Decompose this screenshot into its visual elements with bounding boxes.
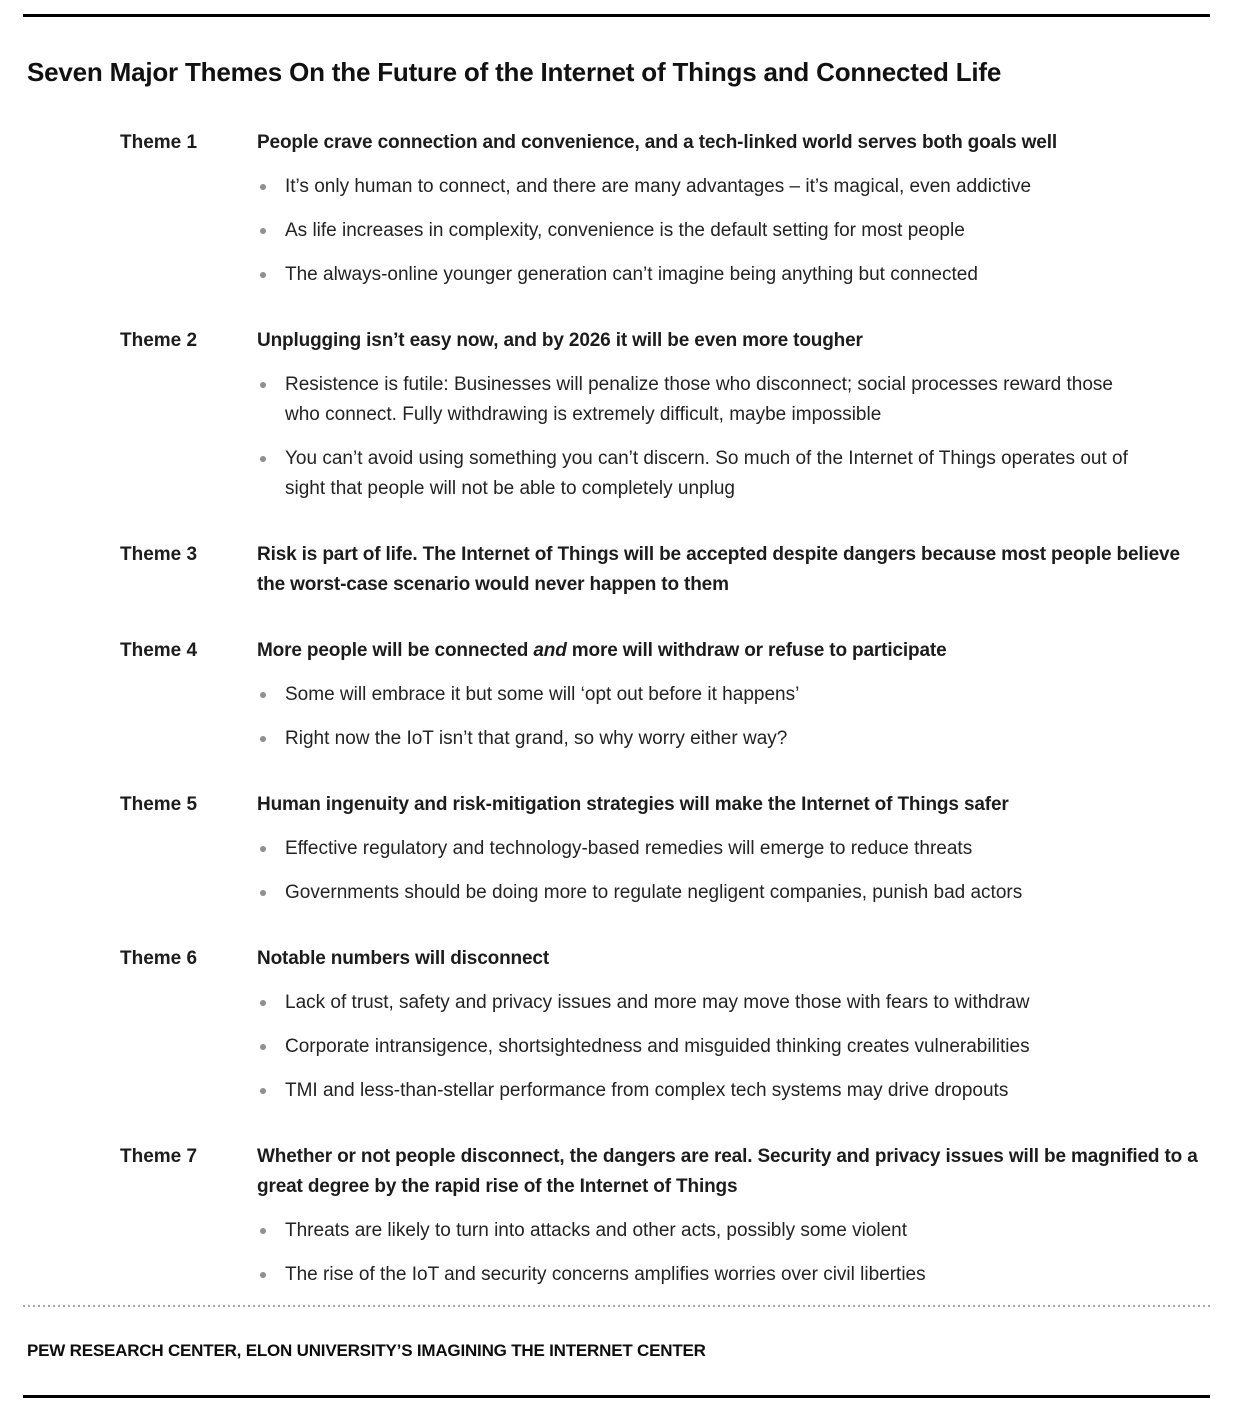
bullet-dot-icon: [260, 890, 266, 896]
theme-content: [257, 944, 1210, 1106]
theme-label: Theme 6: [120, 948, 198, 969]
bullet-text: Corporate intransigence, shortsightedness and misguided thinking creates vulnerabilities: [285, 1036, 1030, 1057]
theme-content: [257, 540, 1210, 600]
theme-bullets: [257, 1216, 1210, 1290]
theme-label: Theme 1: [120, 132, 198, 153]
theme-bullets: [257, 988, 1210, 1106]
bullet-text: Lack of trust, safety and privacy issues and more may move those with fears to withdraw: [285, 992, 1030, 1013]
theme-content: [257, 128, 1210, 290]
theme-heading-segment: More people will be connected: [257, 640, 534, 661]
theme-heading: [257, 1142, 1210, 1202]
bullet-dot-icon: [260, 736, 266, 742]
page-title: Seven Major Themes On the Future of the Internet of Things and Connected Life: [27, 57, 1002, 87]
theme-heading: [257, 128, 1210, 158]
theme-row: [120, 326, 1210, 504]
theme-heading-segment: more will withdraw or refuse to participate: [566, 640, 947, 661]
theme-content: [257, 1142, 1210, 1290]
bullet-dot-icon: [260, 184, 266, 190]
theme-row: [120, 540, 1210, 600]
bullet-item: [257, 172, 1137, 202]
theme-content: [257, 790, 1210, 908]
theme-content: [257, 636, 1210, 754]
theme-heading: [257, 636, 1210, 666]
theme-label: Theme 3: [120, 544, 198, 565]
theme-bullets: [257, 370, 1210, 504]
footer-source: PEW RESEARCH CENTER, ELON UNIVERSITY’S IMAGINING THE INTERNET CENTER: [27, 1341, 706, 1360]
theme-heading-segment: Notable numbers will disconnect: [257, 948, 550, 969]
bullet-dot-icon: [260, 382, 266, 388]
bullet-text: Effective regulatory and technology-based remedies will emerge to reduce threats: [285, 838, 973, 859]
bullet-text: TMI and less-than-stellar performance from complex tech systems may drive dropouts: [285, 1080, 1009, 1101]
bullet-item: [257, 370, 1137, 430]
bullet-text: As life increases in complexity, convenience is the default setting for most people: [285, 220, 965, 241]
bullet-text: The always-online younger generation can’t imagine being anything but connected: [285, 264, 978, 285]
theme-label: Theme 2: [120, 330, 198, 351]
bullet-item: [257, 1216, 1137, 1246]
theme-row: [120, 128, 1210, 290]
theme-label: Theme 7: [120, 1146, 198, 1167]
bullet-dot-icon: [260, 228, 266, 234]
bottom-rule: [23, 1395, 1210, 1398]
theme-row: [120, 790, 1210, 908]
bullet-dot-icon: [260, 1272, 266, 1278]
bullet-item: [257, 1032, 1137, 1062]
top-rule: [23, 14, 1210, 17]
theme-row: [120, 944, 1210, 1106]
bullet-dot-icon: [260, 692, 266, 698]
theme-heading-segment: Human ingenuity and risk-mitigation strategies will make the Internet of Things safer: [257, 794, 1009, 815]
theme-heading: [257, 326, 1210, 356]
bullet-dot-icon: [260, 1228, 266, 1234]
bullet-dot-icon: [260, 1088, 266, 1094]
bullet-text: The rise of the IoT and security concerns amplifies worries over civil liberties: [285, 1264, 926, 1285]
theme-heading: [257, 540, 1210, 600]
dotted-separator: [23, 1305, 1210, 1307]
bullet-item: [257, 260, 1137, 290]
bullet-dot-icon: [260, 1044, 266, 1050]
bullet-item: [257, 988, 1137, 1018]
theme-label: Theme 5: [120, 794, 198, 815]
bullet-dot-icon: [260, 846, 266, 852]
bullet-item: [257, 834, 1137, 864]
bullet-item: [257, 1260, 1137, 1290]
bullet-text: Resistence is futile: Businesses will penalize those who disconnect; social processes reward those who connect. Fully withdrawing is extremely difficult, maybe impossible: [285, 374, 1113, 425]
bullet-text: Right now the IoT isn’t that grand, so why worry either way?: [285, 728, 788, 749]
bullet-item: [257, 878, 1137, 908]
bullet-item: [257, 724, 1137, 754]
theme-heading-segment: Whether or not people disconnect, the dangers are real. Security and privacy issues will be magnified to a great degree by the rapid rise of the Internet of Things: [257, 1146, 1198, 1197]
themes-table: [120, 128, 1210, 1290]
bullet-text: Governments should be doing more to regulate negligent companies, punish bad actors: [285, 882, 1023, 903]
bullet-item: [257, 216, 1137, 246]
bullet-dot-icon: [260, 456, 266, 462]
theme-bullets: [257, 172, 1210, 290]
theme-content: [257, 326, 1210, 504]
bullet-dot-icon: [260, 1000, 266, 1006]
bullet-text: Some will embrace it but some will ‘opt out before it happens’: [285, 684, 800, 705]
theme-heading: [257, 944, 1210, 974]
bullet-item: [257, 1076, 1137, 1106]
theme-bullets: [257, 680, 1210, 754]
bullet-dot-icon: [260, 272, 266, 278]
bullet-text: You can’t avoid using something you can’t discern. So much of the Internet of Things operates out of sight that people will not be able to completely unplug: [285, 448, 1128, 499]
bullet-text: Threats are likely to turn into attacks and other acts, possibly some violent: [285, 1220, 908, 1241]
theme-label: Theme 4: [120, 640, 198, 661]
theme-heading-segment: People crave connection and convenience, and a tech-linked world serves both goals well: [257, 132, 1057, 153]
theme-row: [120, 636, 1210, 754]
theme-bullets: [257, 834, 1210, 908]
bullet-item: [257, 444, 1137, 504]
theme-heading-segment: Unplugging isn’t easy now, and by 2026 it will be even more tougher: [257, 330, 863, 351]
bullet-text: It’s only human to connect, and there are many advantages – it’s magical, even addictive: [285, 176, 1032, 197]
bullet-item: [257, 680, 1137, 710]
theme-row: [120, 1142, 1210, 1290]
theme-heading-segment: Risk is part of life. The Internet of Things will be accepted despite dangers because most people believe the worst-case scenario would never happen to them: [257, 544, 1180, 595]
theme-heading-segment: and: [533, 640, 567, 661]
theme-heading: [257, 790, 1210, 820]
